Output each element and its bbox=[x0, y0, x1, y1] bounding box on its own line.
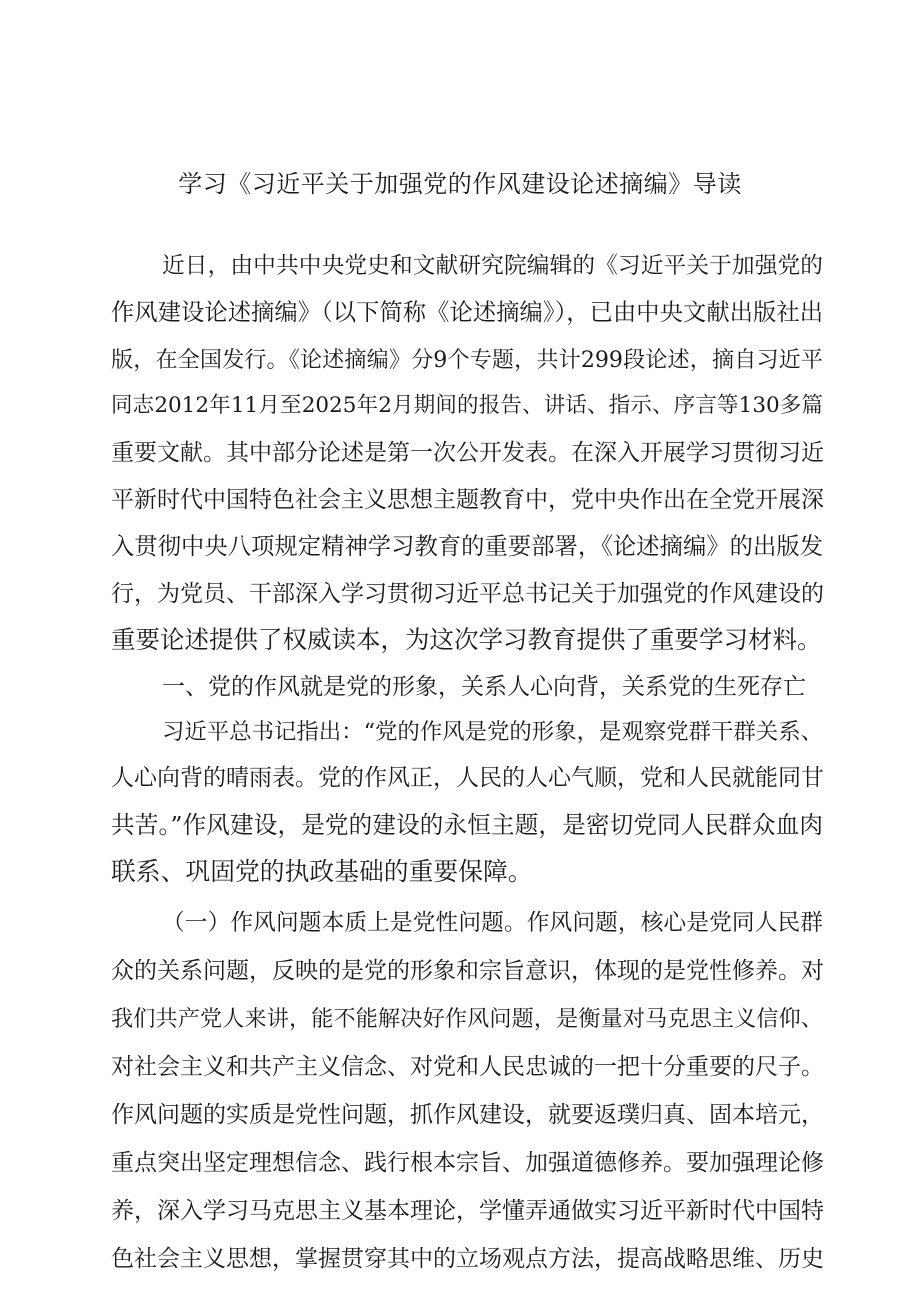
section-heading-1: 一、党的作风就是党的形象，关系人心向背，关系党的生死存亡 bbox=[162, 674, 806, 700]
paragraph-1-line-6: 平新时代中国特色社会主义思想主题教育中，党中央作出在全党开展深 bbox=[111, 487, 824, 513]
paragraph-2-line-3: 共苦。”作风建设，是党的建设的永恒主题，是密切党同人民群众血肉 bbox=[111, 811, 823, 839]
paragraph-3-line-6: 重点突出坚定理想信念、践行根本宗旨、加强道德修养。要加强理论修 bbox=[111, 1150, 824, 1176]
paragraph-3-line-7: 养，深入学习马克思主义基本理论，学懂弄通做实习近平新时代中国特 bbox=[111, 1198, 824, 1224]
paragraph-3-line-3: 我们共产党人来讲，能不能解决好作风问题，是衡量对马克思主义信仰、 bbox=[111, 1006, 823, 1032]
document-title: 学习《习近平关于加强党的作风建设论述摘编》导读 bbox=[178, 170, 742, 198]
paragraph-1-line-4: 同志2012年11月至2025年2月期间的报告、讲话、指示、序言等130多篇 bbox=[111, 393, 823, 418]
paragraph-2-line-1: 习近平总书记指出：“党的作风是党的形象，是观察党群干群关系、 bbox=[162, 719, 823, 745]
paragraph-3-line-1: （一）作风问题本质上是党性问题。作风问题，核心是党同人民群 bbox=[162, 910, 823, 936]
paragraph-1-line-1: 近日，由中共中央党史和文献研究院编辑的《习近平关于加强党的 bbox=[162, 253, 823, 279]
paragraph-3-line-2: 众的关系问题，反映的是党的形象和宗旨意识，体现的是党性修养。对 bbox=[111, 958, 824, 984]
paragraph-1-line-8: 行，为党员、干部深入学习贯彻习近平总书记关于加强党的作风建设的 bbox=[111, 581, 824, 607]
paragraph-1-line-3: 版，在全国发行。《论述摘编》分9个专题，共计299段论述，摘自习近平 bbox=[111, 347, 823, 373]
paragraph-3-line-5: 作风问题的实质是党性问题，抓作风建设，就要返璞归真、固本培元， bbox=[111, 1102, 824, 1128]
paragraph-1-line-5: 重要文献。其中部分论述是第一次公开发表。在深入开展学习贯彻习近 bbox=[111, 440, 824, 466]
paragraph-3-line-8: 色社会主义思想，掌握贯穿其中的立场观点方法，提高战略思维、历史 bbox=[111, 1246, 824, 1272]
paragraph-2-line-2: 人心向背的晴雨表。党的作风正，人民的人心气顺，党和人民就能同甘 bbox=[111, 765, 824, 791]
paragraph-2-line-4: 联系、巩固党的执政基础的重要保障。 bbox=[111, 857, 533, 886]
paragraph-1-line-2: 作风建设论述摘编》（以下简称《论述摘编》），已由中央文献出版社出 bbox=[111, 299, 823, 326]
paragraph-3-line-4: 对社会主义和共产主义信念、对党和人民忠诚的一把十分重要的尺子。 bbox=[111, 1054, 824, 1080]
paragraph-1-line-7: 入贯彻中央八项规定精神学习教育的重要部署，《论述摘编》的出版发 bbox=[111, 533, 823, 560]
paragraph-1-line-9: 重要论述提供了权威读本，为这次学习教育提供了重要学习材料。 bbox=[111, 625, 822, 654]
